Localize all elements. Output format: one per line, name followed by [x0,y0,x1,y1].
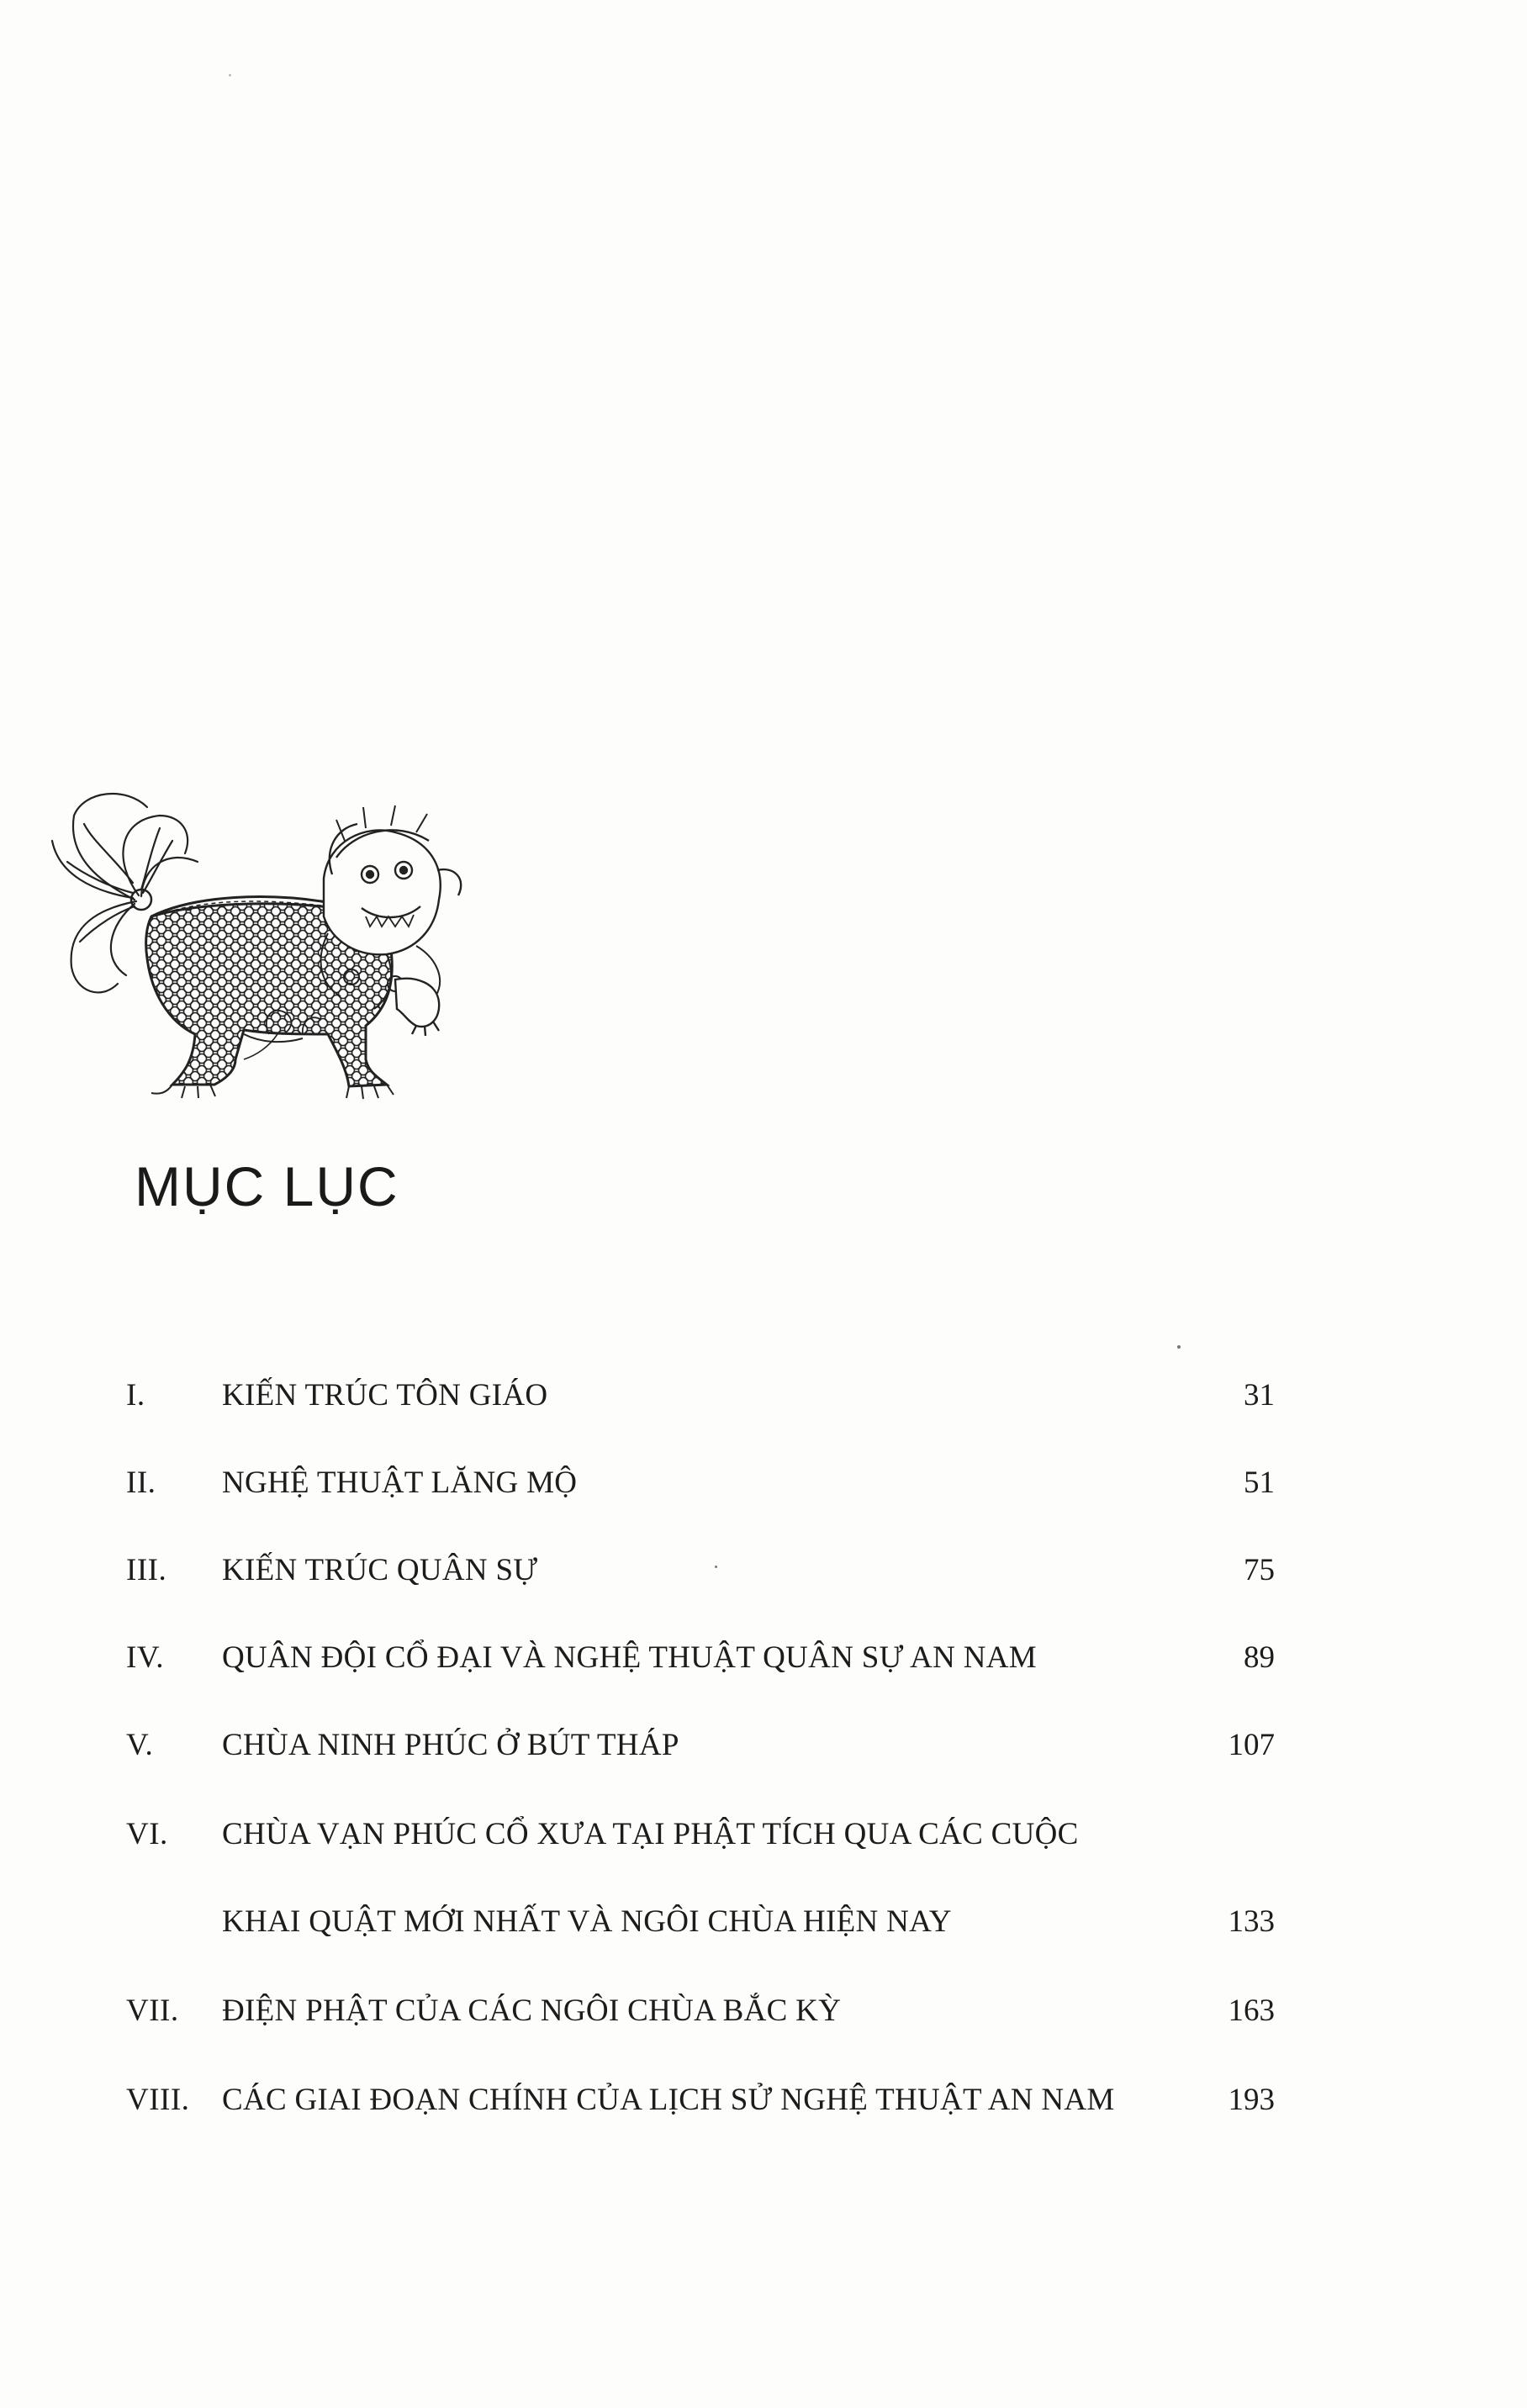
chapter-number: I. [126,1378,145,1413]
page-title: MỤC LỤC [135,1155,399,1217]
chapter-title: CHÙA NINH PHÚC Ở BÚT THÁP [222,1728,679,1762]
toc-entry[interactable] [0,1809,1527,1860]
chapter-title: ĐIỆN PHẬT CỦA CÁC NGÔI CHÙA BẮC KỲ [222,1993,842,2028]
chapter-page-number: 51 [1244,1465,1275,1500]
chapter-number: VII. [126,1993,179,2028]
chapter-title: KIẾN TRÚC QUÂN SỰ [222,1553,538,1587]
paper-speck [715,1566,717,1568]
chapter-number: II. [126,1465,156,1500]
chapter-title: KHAI QUẬT MỚI NHẤT VÀ NGÔI CHÙA HIỆN NAY [222,1904,952,1939]
chapter-title: CÁC GIAI ĐOẠN CHÍNH CỦA LỊCH SỬ NGHỆ THUẬT AN NAM [222,2083,1115,2117]
toc-entry[interactable] [0,1458,1527,1508]
chapter-page-number: 75 [1244,1553,1275,1587]
toc-entry[interactable] [0,1545,1527,1596]
toc-entry[interactable] [0,1986,1527,2036]
toc-entry[interactable] [0,2075,1527,2125]
chapter-page-number: 193 [1228,2083,1275,2117]
chapter-title: NGHỆ THUẬT LĂNG MỘ [222,1465,578,1500]
lion-guardian-illustration [34,782,471,1110]
paper-speck [1177,1345,1181,1349]
chapter-number: III. [126,1553,167,1587]
chapter-page-number: 133 [1228,1904,1275,1939]
chapter-page-number: 107 [1228,1728,1275,1762]
toc-entry[interactable] [0,1633,1527,1683]
chapter-page-number: 31 [1244,1378,1275,1413]
chapter-page-number: 89 [1244,1640,1275,1675]
chapter-number: VIII. [126,2083,190,2117]
chapter-title: KIẾN TRÚC TÔN GIÁO [222,1378,548,1413]
toc-entry-continuation[interactable] [0,1897,1527,1947]
chapter-title: CHÙA VẠN PHÚC CỔ XƯA TẠI PHẬT TÍCH QUA CÁC CUỘC [222,1817,1079,1851]
toc-entry[interactable] [0,1370,1527,1421]
chapter-number: IV. [126,1640,165,1675]
chapter-number: VI. [126,1817,168,1851]
chapter-title: QUÂN ĐỘI CỔ ĐẠI VÀ NGHỆ THUẬT QUÂN SỰ AN NAM [222,1640,1037,1675]
paper-speck [229,74,231,77]
chapter-page-number: 163 [1228,1993,1275,2028]
toc-entry[interactable] [0,1720,1527,1771]
chapter-number: V. [126,1728,154,1762]
